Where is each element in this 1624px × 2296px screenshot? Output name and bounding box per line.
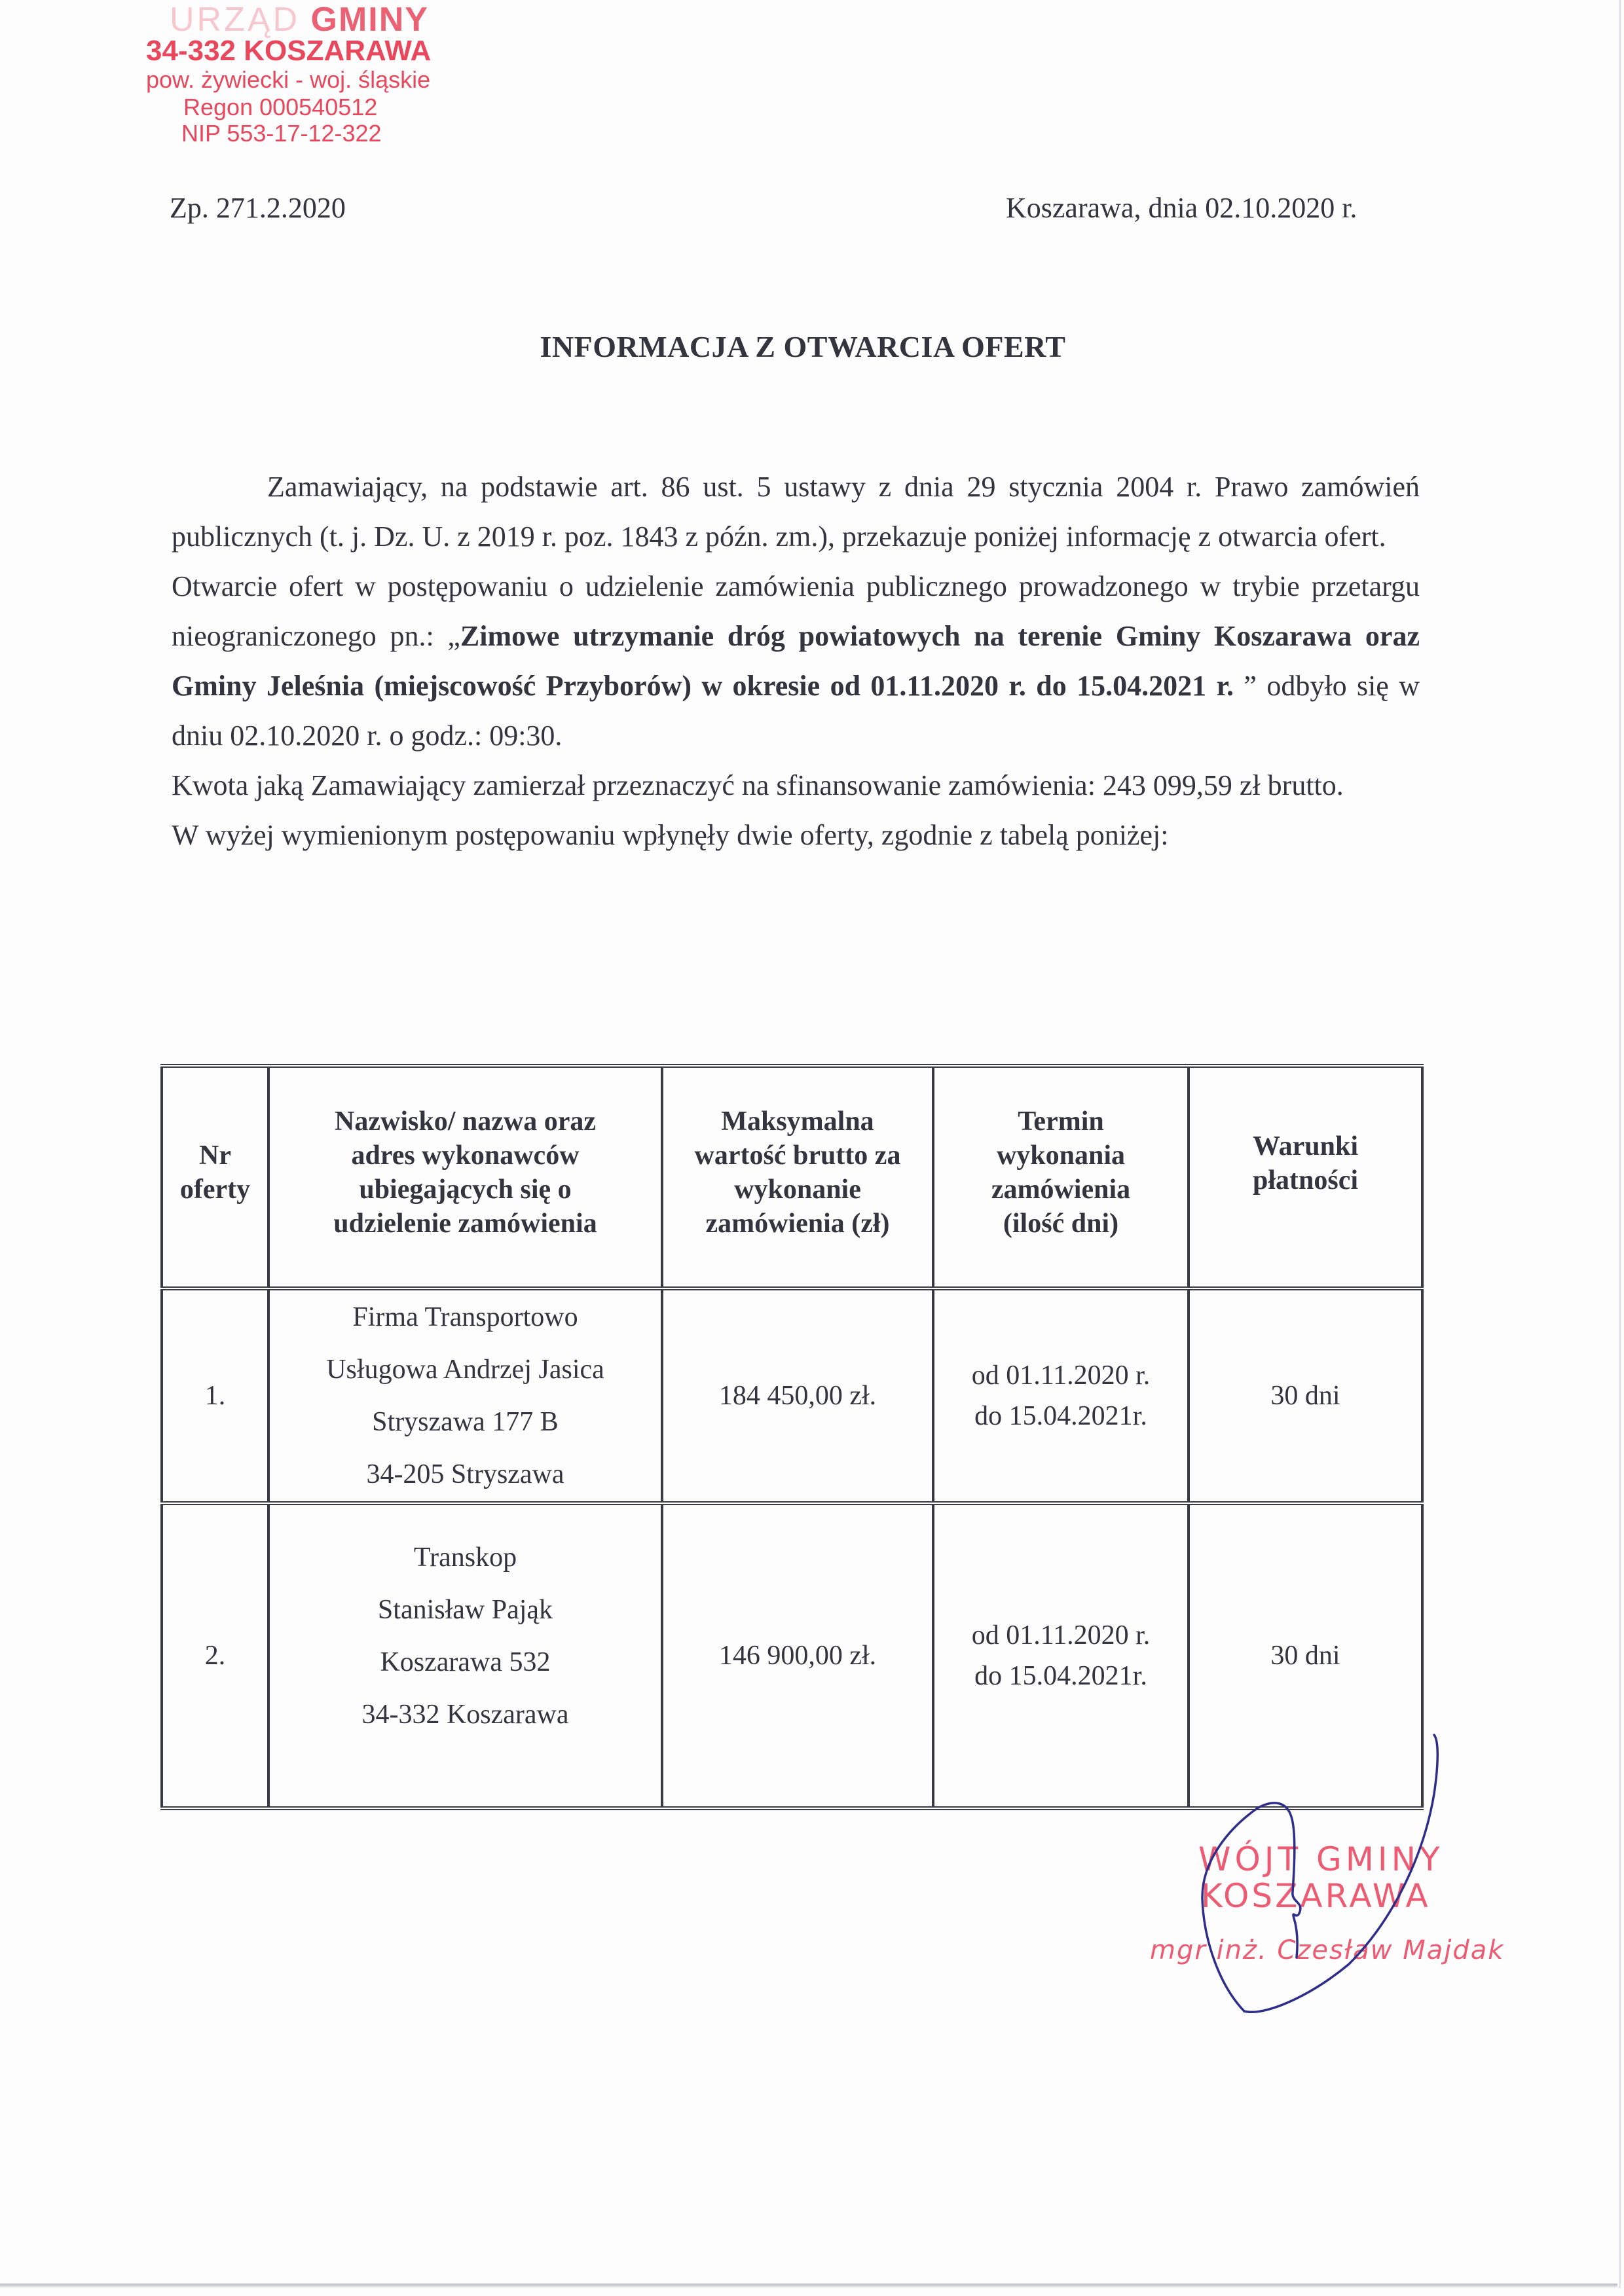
page-right-edge bbox=[1619, 0, 1621, 2288]
mayor-stamp-title: WÓJT GMINY bbox=[1198, 1840, 1444, 1878]
tender-name: Zimowe utrzymanie dróg powiatowych na terenie Gminy Koszarawa oraz Gminy Jeleśnia (miejscowość Przyborów) w okresie od 01.11.2020 r. do 15.04.2021 r. bbox=[172, 620, 1420, 702]
office-stamp bbox=[141, 3, 442, 148]
office-stamp-line-3: pow. żywiecki - woj. śląskie bbox=[146, 66, 431, 93]
offers-table bbox=[160, 1064, 1424, 1810]
header-offer-number: Nr oferty bbox=[162, 1066, 268, 1288]
office-stamp-line-2: 34-332 KOSZARAWA bbox=[146, 35, 432, 67]
document-title: INFORMACJA Z OTWARCIA OFERT bbox=[540, 330, 1066, 363]
place-and-date: Koszarawa, dnia 02.10.2020 r. bbox=[1006, 192, 1357, 224]
office-stamp-regon: Regon 000540512 bbox=[183, 94, 378, 120]
reference-number: Zp. 271.2.2020 bbox=[170, 192, 346, 224]
cell-term: od 01.11.2020 r. do 15.04.2021r. bbox=[933, 1288, 1189, 1503]
header-term: Termin wykonania zamówienia (ilość dni) bbox=[933, 1066, 1189, 1288]
header-max-value: Maksymalna wartość brutto za wykonanie zamówienia (zł) bbox=[662, 1066, 933, 1288]
mayor-stamp-municipality: KOSZARAWA bbox=[1201, 1877, 1431, 1915]
office-stamp-line-1: URZĄD GMINY bbox=[169, 1, 429, 39]
paragraph-budget: Kwota jaką Zamawiający zamierzał przeznaczyć na sfinansowanie zamówienia: 243 099,59 zł brutto. bbox=[172, 769, 1344, 801]
header-payment-terms: Warunki płatności bbox=[1189, 1066, 1422, 1288]
mayor-stamp-name: mgr inż. Czesław Majdak bbox=[1150, 1935, 1505, 1965]
paragraph-offers-count: W wyżej wymienionym postępowaniu wpłynęły dwie oferty, zgodnie z tabelą poniżej: bbox=[172, 819, 1169, 851]
body-text bbox=[172, 462, 1420, 860]
cell-contractor: Transkop Stanisław Pająk Koszarawa 532 34-332 Koszarawa bbox=[268, 1503, 662, 1808]
cell-payment-terms: 30 dni bbox=[1189, 1288, 1422, 1503]
page-bottom-edge bbox=[0, 2284, 1617, 2287]
cell-offer-number: 1. bbox=[162, 1288, 268, 1503]
paragraph-legal-basis: Zamawiający, na podstawie art. 86 ust. 5 ustawy z dnia 29 stycznia 2004 r. Prawo zamówień publicznych (t. j. Dz. U. z 2019 r. poz. 1843 z późn. zm.), przekazuje poniżej informację z otwarcia ofert. bbox=[172, 471, 1420, 553]
cell-max-value: 146 900,00 zł. bbox=[662, 1503, 933, 1808]
table-row bbox=[162, 1288, 1422, 1503]
cell-max-value: 184 450,00 zł. bbox=[662, 1288, 933, 1503]
cell-contractor: Firma Transportowo Usługowa Andrzej Jasica Stryszawa 177 B 34-205 Stryszawa bbox=[268, 1288, 662, 1503]
header-contractor: Nazwisko/ nazwa oraz adres wykonawców ubiegających się o udzielenie zamówienia bbox=[268, 1066, 662, 1288]
cell-term: od 01.11.2020 r. do 15.04.2021r. bbox=[933, 1503, 1189, 1808]
paragraph-opening-info: Otwarcie ofert w postępowaniu o udzielenie zamówienia publicznego prowadzonego w trybie przetargu nieograniczonego pn.: „Zimowe utrzymanie dróg powiatowych na terenie Gminy Koszarawa oraz Gminy Jeleśnia (miejscowość Przyborów) w okresie od 01.11.2020 r. do 15.04.2021 r. ” odbyło się w dniu 02.10.2020 r. o godz.: 09:30. bbox=[172, 570, 1420, 752]
office-stamp-nip: NIP 553-17-12-322 bbox=[181, 120, 382, 147]
table-row bbox=[162, 1503, 1422, 1808]
table-header-row bbox=[162, 1066, 1422, 1288]
cell-offer-number: 2. bbox=[162, 1503, 268, 1808]
cell-payment-terms: 30 dni bbox=[1189, 1503, 1422, 1808]
